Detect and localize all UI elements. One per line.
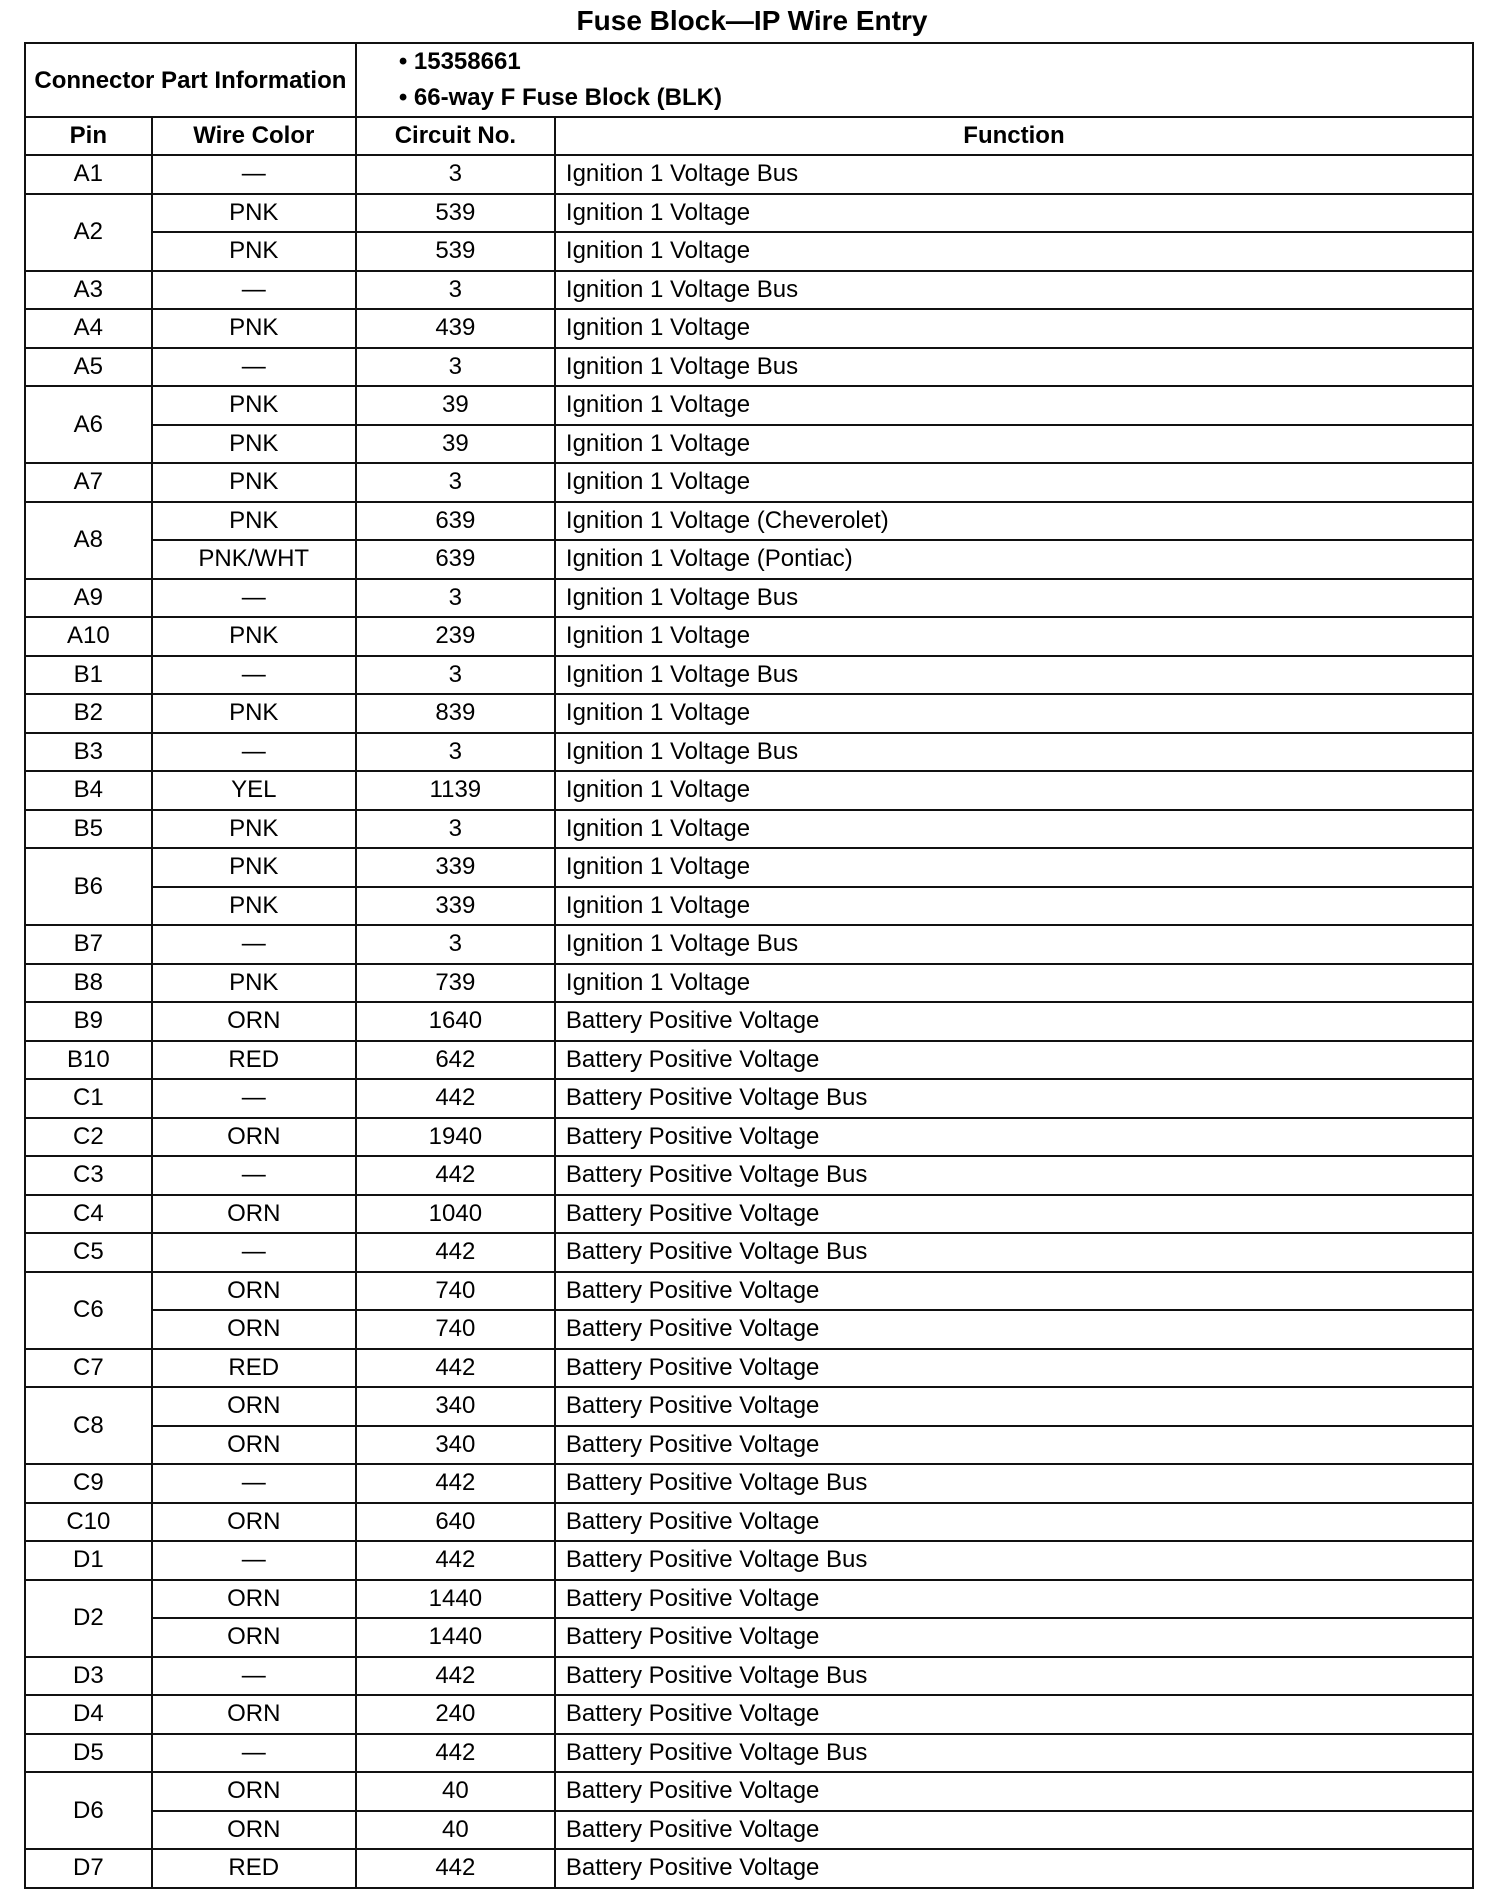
- circuit-cell: 39: [356, 386, 555, 425]
- table-row: [25, 1695, 1473, 1734]
- wire-color-cell: —: [152, 1233, 356, 1272]
- pin-cell: D6: [25, 1772, 152, 1849]
- connector-description-text: 66-way F Fuse Block (BLK): [413, 84, 722, 111]
- pin-cell: A2: [25, 194, 152, 271]
- table-row: [25, 1156, 1473, 1195]
- function-cell: Battery Positive Voltage: [555, 1310, 1473, 1349]
- pin-cell: D1: [25, 1541, 152, 1580]
- wire-color-cell: ORN: [152, 1195, 356, 1234]
- wire-color-cell: PNK: [152, 425, 356, 464]
- wire-color-cell: RED: [152, 1349, 356, 1388]
- pin-cell: C10: [25, 1503, 152, 1542]
- table-row: [25, 733, 1473, 772]
- function-cell: Battery Positive Voltage: [555, 1618, 1473, 1657]
- function-cell: Ignition 1 Voltage: [555, 887, 1473, 926]
- circuit-cell: 639: [356, 540, 555, 579]
- function-cell: Battery Positive Voltage Bus: [555, 1079, 1473, 1118]
- function-cell: Battery Positive Voltage: [555, 1195, 1473, 1234]
- function-cell: Battery Positive Voltage: [555, 1041, 1473, 1080]
- wire-color-cell: PNK: [152, 463, 356, 502]
- circuit-cell: 3: [356, 579, 555, 618]
- table-row: [25, 1233, 1473, 1272]
- function-cell: Battery Positive Voltage: [555, 1849, 1473, 1888]
- table-row: [25, 155, 1473, 194]
- pin-cell: A9: [25, 579, 152, 618]
- table-row: [25, 348, 1473, 387]
- pin-cell: C2: [25, 1118, 152, 1157]
- connector-part-info-values: [356, 43, 1473, 117]
- circuit-cell: 3: [356, 348, 555, 387]
- function-cell: Ignition 1 Voltage: [555, 386, 1473, 425]
- wire-color-cell: —: [152, 348, 356, 387]
- table-row: [25, 271, 1473, 310]
- wire-color-cell: PNK: [152, 194, 356, 233]
- function-cell: Ignition 1 Voltage Bus: [555, 155, 1473, 194]
- connector-table: [24, 42, 1474, 1889]
- table-row: [25, 1272, 1473, 1311]
- table-row: [25, 1002, 1473, 1041]
- circuit-cell: 442: [356, 1541, 555, 1580]
- pin-cell: C5: [25, 1233, 152, 1272]
- pin-cell: B5: [25, 810, 152, 849]
- circuit-cell: 442: [356, 1079, 555, 1118]
- table-row: [25, 232, 1473, 271]
- pin-cell: A4: [25, 309, 152, 348]
- wire-color-cell: PNK: [152, 810, 356, 849]
- pin-cell: D5: [25, 1734, 152, 1773]
- circuit-cell: 340: [356, 1387, 555, 1426]
- function-cell: Battery Positive Voltage Bus: [555, 1464, 1473, 1503]
- pin-cell: B10: [25, 1041, 152, 1080]
- circuit-cell: 3: [356, 463, 555, 502]
- function-cell: Battery Positive Voltage: [555, 1811, 1473, 1850]
- pin-cell: A5: [25, 348, 152, 387]
- pin-cell: A6: [25, 386, 152, 463]
- wire-color-cell: ORN: [152, 1426, 356, 1465]
- wire-color-cell: ORN: [152, 1272, 356, 1311]
- table-row: [25, 1541, 1473, 1580]
- pin-cell: C7: [25, 1349, 152, 1388]
- wire-color-cell: RED: [152, 1849, 356, 1888]
- circuit-cell: 442: [356, 1657, 555, 1696]
- connector-info-row: [25, 43, 1473, 117]
- table-row: [25, 848, 1473, 887]
- table-row: [25, 1503, 1473, 1542]
- circuit-cell: 1440: [356, 1618, 555, 1657]
- table-row: [25, 194, 1473, 233]
- wire-color-cell: —: [152, 1657, 356, 1696]
- function-cell: Battery Positive Voltage Bus: [555, 1734, 1473, 1773]
- wire-color-cell: —: [152, 656, 356, 695]
- function-cell: Battery Positive Voltage: [555, 1772, 1473, 1811]
- function-cell: Battery Positive Voltage: [555, 1580, 1473, 1619]
- wire-color-cell: —: [152, 1734, 356, 1773]
- wire-color-cell: —: [152, 1541, 356, 1580]
- pin-cell: D7: [25, 1849, 152, 1888]
- function-cell: Battery Positive Voltage Bus: [555, 1541, 1473, 1580]
- table-row: [25, 502, 1473, 541]
- pin-cell: C1: [25, 1079, 152, 1118]
- wire-color-cell: YEL: [152, 771, 356, 810]
- wire-color-cell: PNK: [152, 887, 356, 926]
- circuit-cell: 3: [356, 155, 555, 194]
- table-row: [25, 771, 1473, 810]
- function-cell: Ignition 1 Voltage: [555, 463, 1473, 502]
- circuit-cell: 442: [356, 1734, 555, 1773]
- function-cell: Ignition 1 Voltage (Pontiac): [555, 540, 1473, 579]
- pin-cell: A1: [25, 155, 152, 194]
- page-title: Fuse Block—IP Wire Entry: [576, 5, 928, 36]
- wire-color-cell: ORN: [152, 1772, 356, 1811]
- circuit-cell: 442: [356, 1233, 555, 1272]
- circuit-cell: 1640: [356, 1002, 555, 1041]
- pin-cell: B1: [25, 656, 152, 695]
- wire-color-cell: PNK: [152, 386, 356, 425]
- function-cell: Ignition 1 Voltage: [555, 694, 1473, 733]
- column-header-row: [25, 117, 1473, 155]
- circuit-cell: 3: [356, 271, 555, 310]
- circuit-cell: 40: [356, 1772, 555, 1811]
- circuit-cell: 340: [356, 1426, 555, 1465]
- wire-color-cell: —: [152, 1464, 356, 1503]
- table-row: [25, 1426, 1473, 1465]
- circuit-cell: 1040: [356, 1195, 555, 1234]
- table-row: [25, 309, 1473, 348]
- function-cell: Battery Positive Voltage: [555, 1695, 1473, 1734]
- pin-cell: C8: [25, 1387, 152, 1464]
- function-cell: Battery Positive Voltage: [555, 1387, 1473, 1426]
- pin-cell: B3: [25, 733, 152, 772]
- circuit-cell: 640: [356, 1503, 555, 1542]
- pin-cell: C6: [25, 1272, 152, 1349]
- function-cell: Ignition 1 Voltage: [555, 232, 1473, 271]
- pin-cell: A3: [25, 271, 152, 310]
- pin-cell: B4: [25, 771, 152, 810]
- function-cell: Ignition 1 Voltage Bus: [555, 579, 1473, 618]
- table-row: [25, 1618, 1473, 1657]
- circuit-cell: 539: [356, 232, 555, 271]
- table-row: [25, 1657, 1473, 1696]
- wire-color-cell: —: [152, 733, 356, 772]
- wire-color-cell: PNK: [152, 309, 356, 348]
- function-cell: Ignition 1 Voltage Bus: [555, 271, 1473, 310]
- wire-color-cell: ORN: [152, 1695, 356, 1734]
- function-cell: Ignition 1 Voltage Bus: [555, 656, 1473, 695]
- table-row: [25, 463, 1473, 502]
- pin-cell: B8: [25, 964, 152, 1003]
- table-body: [25, 155, 1473, 1888]
- circuit-cell: 442: [356, 1349, 555, 1388]
- function-cell: Battery Positive Voltage: [555, 1503, 1473, 1542]
- function-cell: Ignition 1 Voltage: [555, 771, 1473, 810]
- pin-cell: B7: [25, 925, 152, 964]
- function-cell: Battery Positive Voltage Bus: [555, 1657, 1473, 1696]
- function-cell: Ignition 1 Voltage: [555, 848, 1473, 887]
- circuit-cell: 39: [356, 425, 555, 464]
- table-row: [25, 694, 1473, 733]
- circuit-cell: 3: [356, 733, 555, 772]
- circuit-cell: 740: [356, 1272, 555, 1311]
- pin-cell: B9: [25, 1002, 152, 1041]
- circuit-cell: 339: [356, 848, 555, 887]
- table-row: [25, 1195, 1473, 1234]
- circuit-cell: 239: [356, 617, 555, 656]
- function-cell: Battery Positive Voltage: [555, 1118, 1473, 1157]
- column-header-pin: Pin: [25, 117, 152, 155]
- function-cell: Battery Positive Voltage: [555, 1272, 1473, 1311]
- table-row: [25, 1349, 1473, 1388]
- table-row: [25, 1734, 1473, 1773]
- function-cell: Ignition 1 Voltage Bus: [555, 348, 1473, 387]
- table-row: [25, 1041, 1473, 1080]
- pin-cell: A7: [25, 463, 152, 502]
- part-number-text: 15358661: [413, 48, 521, 75]
- table-row: [25, 1118, 1473, 1157]
- table-row: [25, 1811, 1473, 1850]
- circuit-cell: 442: [356, 1156, 555, 1195]
- pin-cell: B6: [25, 848, 152, 925]
- circuit-cell: 3: [356, 810, 555, 849]
- pin-cell: C4: [25, 1195, 152, 1234]
- function-cell: Ignition 1 Voltage Bus: [555, 925, 1473, 964]
- circuit-cell: 839: [356, 694, 555, 733]
- wire-color-cell: PNK: [152, 964, 356, 1003]
- wire-color-cell: —: [152, 1079, 356, 1118]
- function-cell: Ignition 1 Voltage Bus: [555, 733, 1473, 772]
- wire-color-cell: ORN: [152, 1618, 356, 1657]
- wire-color-cell: PNK/WHT: [152, 540, 356, 579]
- table-row: [25, 964, 1473, 1003]
- circuit-cell: 3: [356, 656, 555, 695]
- pin-cell: A10: [25, 617, 152, 656]
- table-row: [25, 540, 1473, 579]
- function-cell: Ignition 1 Voltage: [555, 810, 1473, 849]
- pin-cell: C3: [25, 1156, 152, 1195]
- circuit-cell: 1940: [356, 1118, 555, 1157]
- function-cell: Battery Positive Voltage Bus: [555, 1156, 1473, 1195]
- wire-color-cell: —: [152, 271, 356, 310]
- function-cell: Ignition 1 Voltage: [555, 964, 1473, 1003]
- function-cell: Battery Positive Voltage: [555, 1426, 1473, 1465]
- circuit-cell: 1440: [356, 1580, 555, 1619]
- table-row: [25, 617, 1473, 656]
- wire-color-cell: PNK: [152, 232, 356, 271]
- function-cell: Battery Positive Voltage: [555, 1349, 1473, 1388]
- table-row: [25, 1387, 1473, 1426]
- pin-cell: D3: [25, 1657, 152, 1696]
- circuit-cell: 3: [356, 925, 555, 964]
- function-cell: Ignition 1 Voltage (Cheverolet): [555, 502, 1473, 541]
- wire-color-cell: —: [152, 925, 356, 964]
- column-header-function: Function: [555, 117, 1473, 155]
- circuit-cell: 739: [356, 964, 555, 1003]
- pin-cell: A8: [25, 502, 152, 579]
- wire-color-cell: RED: [152, 1041, 356, 1080]
- wire-color-cell: ORN: [152, 1118, 356, 1157]
- wire-color-cell: ORN: [152, 1580, 356, 1619]
- function-cell: Ignition 1 Voltage: [555, 425, 1473, 464]
- wire-color-cell: ORN: [152, 1002, 356, 1041]
- column-header-wire-color: Wire Color: [152, 117, 356, 155]
- connector-description: • 66-way F Fuse Block (BLK): [398, 84, 722, 111]
- table-row: [25, 1464, 1473, 1503]
- wire-color-cell: ORN: [152, 1811, 356, 1850]
- circuit-cell: 1139: [356, 771, 555, 810]
- wire-color-cell: ORN: [152, 1503, 356, 1542]
- table-row: [25, 925, 1473, 964]
- circuit-cell: 639: [356, 502, 555, 541]
- function-cell: Ignition 1 Voltage: [555, 194, 1473, 233]
- table-row: [25, 1310, 1473, 1349]
- wire-color-cell: PNK: [152, 502, 356, 541]
- wire-color-cell: ORN: [152, 1387, 356, 1426]
- table-row: [25, 1772, 1473, 1811]
- function-cell: Ignition 1 Voltage: [555, 617, 1473, 656]
- circuit-cell: 442: [356, 1464, 555, 1503]
- column-header-circuit: Circuit No.: [356, 117, 555, 155]
- wire-color-cell: —: [152, 1156, 356, 1195]
- table-row: [25, 656, 1473, 695]
- circuit-cell: 439: [356, 309, 555, 348]
- wire-color-cell: PNK: [152, 617, 356, 656]
- circuit-cell: 442: [356, 1849, 555, 1888]
- table-row: [25, 810, 1473, 849]
- pin-cell: D2: [25, 1580, 152, 1657]
- circuit-cell: 642: [356, 1041, 555, 1080]
- pin-cell: D4: [25, 1695, 152, 1734]
- table-row: [25, 425, 1473, 464]
- circuit-cell: 339: [356, 887, 555, 926]
- wire-color-cell: PNK: [152, 848, 356, 887]
- table-row: [25, 386, 1473, 425]
- function-cell: Ignition 1 Voltage: [555, 309, 1473, 348]
- circuit-cell: 240: [356, 1695, 555, 1734]
- table-row: [25, 887, 1473, 926]
- pin-cell: C9: [25, 1464, 152, 1503]
- table-row: [25, 579, 1473, 618]
- wire-color-cell: PNK: [152, 694, 356, 733]
- part-number: • 15358661: [398, 48, 521, 75]
- function-cell: Battery Positive Voltage Bus: [555, 1233, 1473, 1272]
- circuit-cell: 40: [356, 1811, 555, 1850]
- wire-color-cell: —: [152, 579, 356, 618]
- circuit-cell: 740: [356, 1310, 555, 1349]
- circuit-cell: 539: [356, 194, 555, 233]
- wire-color-cell: ORN: [152, 1310, 356, 1349]
- table-row: [25, 1849, 1473, 1888]
- table-row: [25, 1580, 1473, 1619]
- function-cell: Battery Positive Voltage: [555, 1002, 1473, 1041]
- pin-cell: B2: [25, 694, 152, 733]
- wire-color-cell: —: [152, 155, 356, 194]
- connector-part-info-label: Connector Part Information: [25, 43, 356, 117]
- table-row: [25, 1079, 1473, 1118]
